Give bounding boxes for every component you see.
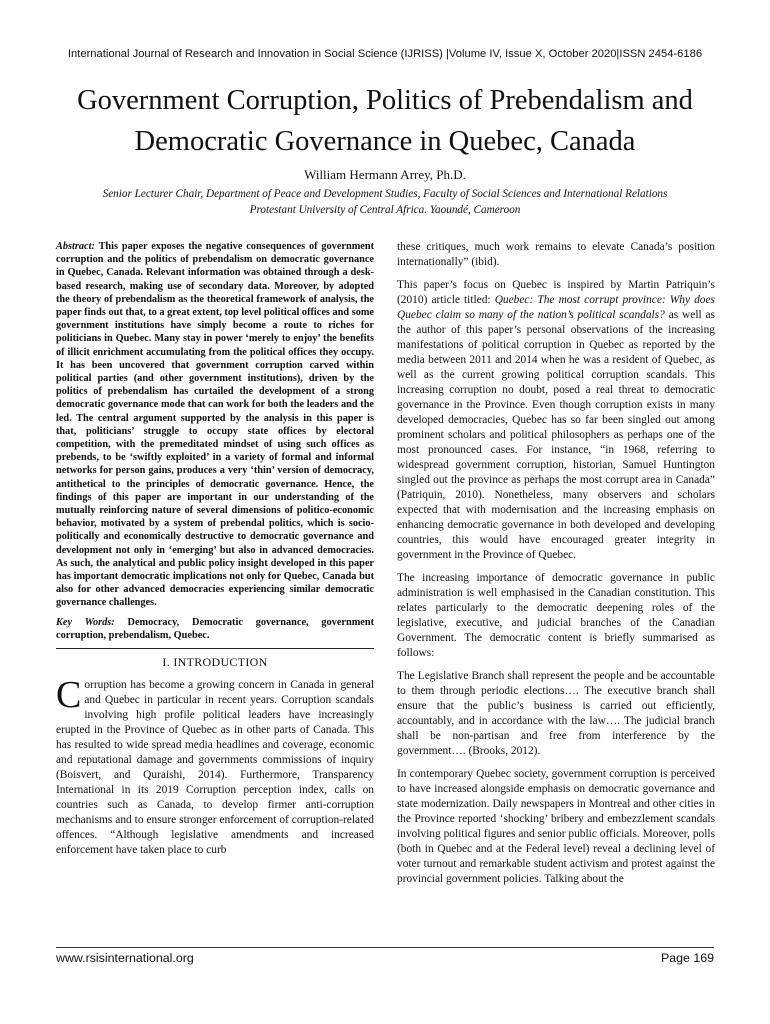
- paragraph-contemporary-quebec: In contemporary Quebec society, government corruption is perceived to have increased alongside emphasis on democratic governance and state modernization. Daily newspapers in Montreal and other cities in the Province reported ‘shocking’ bribery and embezzlement scandals involving political figures and senior public officials. Moreover, polls (both in Quebec and at the Federal level) reveal a declining level of voter turnout and remarkable student activism and protest against the provincial government policies. Talking about the: [397, 768, 715, 885]
- paragraph-branches-quote: The Legislative Branch shall represent the people and be accountable to them through periodic elections…. The executive branch shall ensure that the public’s business is carried out efficiently, accountably, and in accordance with the law…. The judicial branch shall be non-partisan and free from interference by the government…. (Brooks, 2012).: [397, 670, 715, 757]
- keywords-label: Key Words:: [56, 616, 115, 628]
- paragraph-continuation: these critiques, much work remains to elevate Canada’s position internationally” (ibid).: [397, 241, 715, 268]
- paragraph-quebec-focus-end: as well as the author of this paper’s personal observations of the increasing manifestations of political corruption in Quebec as reported by the media between 2011 and 2014 when he was a resident of Quebec, as well as the current growing political corruption scandals. This increasing corruption no doubt, posed a real threat to democratic governance in the Province. Even though corruption exists in many developed democracies, Quebec has so far been singled out among prominent scholars and political philosophers as perhaps one of the most pronounced cases. For instance, “in 1968, referring to widespread government corruption, historian, Samuel Huntington singled out the province as perhaps the most corrupt area in Canada” (Patriquin, 2010). Nonetheless, many observers and scholars expected that with modernisation and the increasing emphasis on enhancing democratic governance in both developed and developing countries, this would have encouraged greater integrity in government in the Province of Quebec.: [397, 309, 715, 561]
- section-divider: [56, 648, 374, 649]
- drop-cap: C: [56, 674, 82, 717]
- abstract: [56, 240, 374, 610]
- introduction-paragraph: [56, 674, 374, 858]
- introduction-heading: I. INTRODUCTION: [162, 655, 268, 670]
- paragraph-quebec-focus-start: This paper’s focus on Quebec is inspired by Martin Patriquin’s (2010) article titled:: [397, 279, 715, 306]
- keywords: [56, 616, 374, 642]
- affiliation-line-1: Senior Lecturer Chair, Department of Peace and Development Studies, Faculty of Social Sciences and International Relations: [102, 188, 668, 200]
- author-affiliation: [30, 186, 740, 218]
- abstract-text: This paper exposes the negative consequences of government corruption and the politics of prebendalism on democratic governance in Quebec, Canada. Relevant information was obtained through a desk-based research, making use of secondary data. Moreover, by adopted the theory of prebendalism as the theoretical framework of analysis, the paper finds out that, to a great extent, top level political offices and some government institutions have simply become a route to riches for politicians in Quebec. Many stay in power ‘merely to enjoy’ the benefits of illicit enrichment accumulating from the political offices they occupy. It has been uncovered that government corruption carved within political parties (and other government institutions), driven by the politics of prebendalism has curtailed the development of a strong democratic governance mode that can work for both the leaders and the led. The central argument supported by the analysis in this paper is that, politicians’ struggle to occupy state offices by electoral competition, with the premeditated mindset of using such offices as prebends, to be ‘swiftly exploited’ in a variety of formal and informal networks for person gains, produces a very ‘thin’ version of democracy, antithetical to the principles of democratic governance. Hence, the findings of this paper are important in our understanding of the mutually reinforcing nature of several dimensions of politico-economic behavior, motivated by a system of prebendal politics, which is socio-politically and economically destructive to democratic governance and development not only in ‘emerging’ but also in advanced democracies. As such, the analytical and public policy insight developed in this paper has important democratic implications not only for Quebec, Canada but also for other advanced democracies experiencing similar democratic governance challenges.: [56, 241, 374, 609]
- footer-website: www.rsisinternational.org: [56, 951, 194, 965]
- affiliation-line-2: Protestant University of Central Africa. Yaoundé, Cameroon: [249, 204, 521, 216]
- footer-divider: [56, 947, 714, 948]
- right-column: [397, 240, 715, 895]
- paper-title: [20, 80, 750, 162]
- footer-page-number: Page 169: [660, 951, 714, 965]
- paragraph-quebec-focus: [397, 278, 715, 563]
- title-line-1: Government Corruption, Politics of Prebendalism and: [77, 85, 693, 116]
- introduction-text: orruption has become a growing concern in Canada in general and Quebec in particular in recent years. Corruption scandals involving high profile political leaders have increasingly erupted in the Province of Quebec as in other parts of Canada. This has resulted to wide spread media headlines and coverage, economic and reputational damage and governments commissions of inquiry (Boisvert, and Quraishi, 2014). Furthermore, Transparency International in its 2019 Corruption perception index, calls on countries such as Canada, to develop firmer anti-corruption mechanisms and to ensure stronger enforcement of corruption-related offences. “Although legislative amendments and increased enforcement have taken place to curb: [56, 679, 374, 857]
- paragraph-democratic-governance: The increasing importance of democratic governance in public administration is well emphasised in the Canadian constitution. This relates particularly to the democratic deepening roles of the legislative, executive, and judicial branches of the Canadian Government. The democratic content is briefly summarised as follows:: [397, 572, 715, 659]
- title-line-2: Democratic Governance in Quebec, Canada: [134, 126, 636, 157]
- author-name: William Hermann Arrey, Ph.D.: [304, 167, 466, 182]
- keywords-text: Democracy, Democratic governance, government corruption, prebendalism, Quebec.: [56, 616, 374, 641]
- running-head: International Journal of Research and Innovation in Social Science (IJRISS) |Volume IV, Issue X, October 2020|ISSN 2454-6186: [67, 48, 703, 60]
- abstract-label: Abstract:: [56, 241, 95, 252]
- left-column: [56, 240, 374, 866]
- cited-article-title: Quebec: The most corrupt province: Why does Quebec claim so many of the nation’s political scandals?: [397, 294, 715, 321]
